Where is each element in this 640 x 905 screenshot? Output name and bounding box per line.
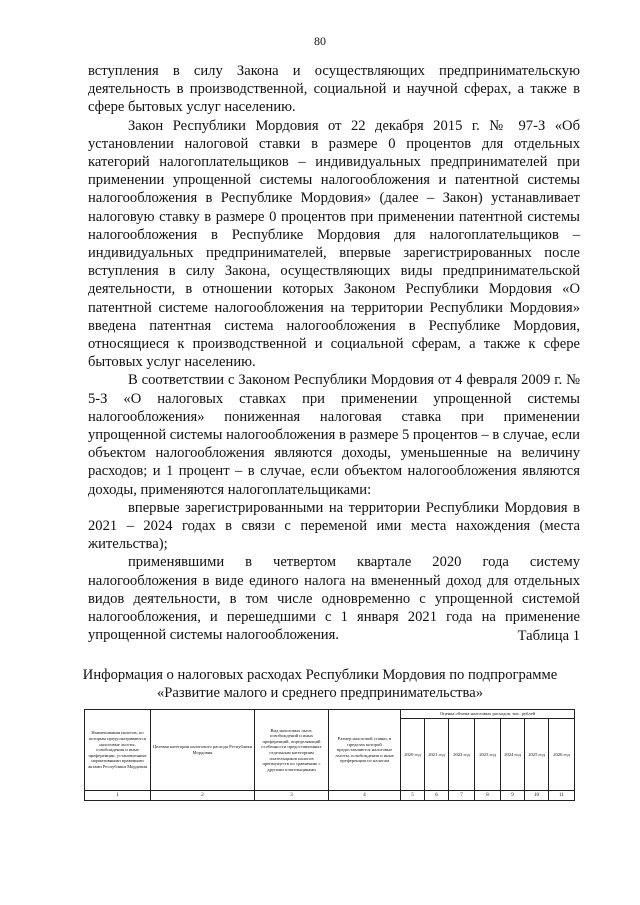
- header-year: 2021 год: [425, 719, 449, 791]
- column-number: 11: [549, 791, 575, 801]
- tax-expenditure-table: [84, 709, 575, 801]
- header-year: 2023 год: [475, 719, 501, 791]
- page-number: 80: [314, 34, 326, 48]
- column-number: 2: [151, 791, 255, 801]
- column-number: 10: [525, 791, 549, 801]
- header-tax-names: Наименования налогов, по которым предусматриваются налоговые льготы, освобождения и иные преференции, установленные нормативными правовыми актами Республики Мордовия: [85, 710, 151, 791]
- header-tax-rate: Размер налоговой ставки, в пределах которой предоставляются налоговые льготы, освобождения и иные преференции по налогам: [329, 710, 401, 791]
- table-number-row: [85, 791, 575, 801]
- paragraph-1: вступления в силу Закона и осуществляющих предпринимательскую деятельность в производственной, социальной и научной сферах, а также в сфере бытовых услуг населению.: [88, 63, 580, 116]
- header-year: 2025 год: [525, 719, 549, 791]
- paragraph-3: В соответствии с Законом Республики Мордовия от 4 февраля 2009 г. № 5-З «О налоговых ставках при применении упрощенной системы налогообложения» пониженная налоговая ставка при применении упрощенной системы налогообложения в размере 5 процентов – в случае, если объектом налогообложения являются доходы, уменьшенные на величину расходов; и 1 процент – в случае, если объектом налогообложения являются доходы, применяются налогоплательщиками:: [88, 372, 580, 498]
- table-header-row: [85, 710, 575, 719]
- table-title-line-1: Информация о налоговых расходах Республики Мордовия по подпрограмме: [82, 667, 558, 683]
- column-number: 5: [401, 791, 425, 801]
- document-body: [88, 62, 580, 645]
- header-benefit-type: Вид налоговых льгот, освобождений и иных преференций, определяющий особенности предоставленных отдельным категориям плательщиков налогов преимуществ по сравнению с другими плательщиками: [255, 710, 329, 791]
- header-year: 2022 год: [449, 719, 475, 791]
- table-title: [60, 666, 580, 702]
- paragraph-4: впервые зарегистрированными на территории Республики Мордовия в 2021 – 2024 годах в связи с переменой ими места нахождения (места жительства);: [88, 499, 580, 553]
- column-number: 6: [425, 791, 449, 801]
- table-label: Таблица 1: [517, 628, 580, 644]
- column-number: 3: [255, 791, 329, 801]
- column-number: 4: [329, 791, 401, 801]
- header-year: 2024 год: [501, 719, 525, 791]
- header-target-category: Целевая категория налогового расхода Республики Мордовия: [151, 710, 255, 791]
- column-number: 7: [449, 791, 475, 801]
- column-number: 1: [85, 791, 151, 801]
- header-estimate-group: Оценка объема налоговых расходов, тыс. рублей: [401, 710, 575, 719]
- column-number: 9: [501, 791, 525, 801]
- paragraph-2: Закон Республики Мордовия от 22 декабря 2015 г. № 97-З «Об установлении налоговой ставки в размере 0 процентов для отдельных категорий налогоплательщиков – индивидуальных предпринимателей при применении упрощенной системы налогообложения и патентной системы налогообложения в Республике Мордовия» (далее – Закон) устанавливает налоговую ставку в размере 0 процентов при применении патентной системы налогообложения в Республике Мордовия для налогоплательщиков – индивидуальных предпринимателей, впервые зарегистрированных после вступления в силу Закона, осуществляющих виды предпринимательской деятельности, в отношении которых Законом Республики Мордовия «О патентной системе налогообложения на территории Республики Мордовия» введена патентная система налогообложения в Республике Мордовия, относящиеся к производственной и социальной сферам, а также к сфере бытовых услуг населению.: [88, 117, 580, 371]
- table-title-line-2: «Развитие малого и среднего предпринимательства»: [156, 685, 484, 702]
- column-number: 8: [475, 791, 501, 801]
- paragraph-5: применявшими в четвертом квартале 2020 года систему налогообложения в виде единого налога на вмененный доход для отдельных видов деятельности, в том числе одновременно с упрощенной системой налогообложения, и перешедшими с 1 января 2021 года на применение упрощенной системы налогообложения.: [88, 554, 580, 644]
- header-year: 2026 год: [549, 719, 575, 791]
- header-year: 2020 год: [401, 719, 425, 791]
